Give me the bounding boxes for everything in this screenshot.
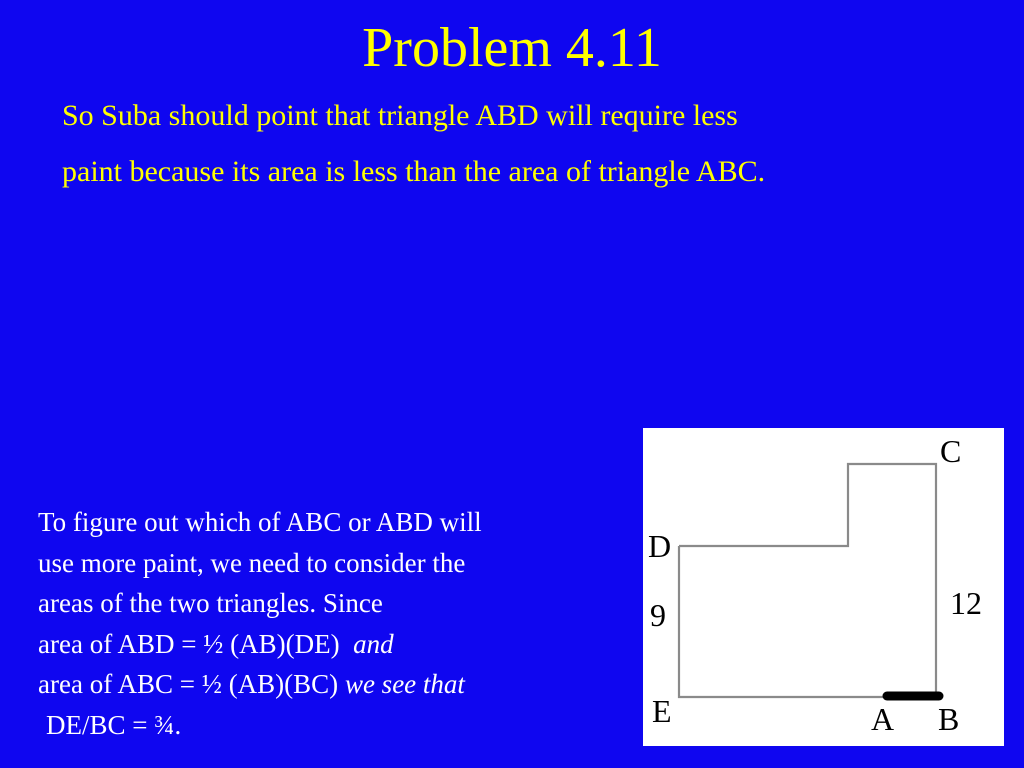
slide-title: Problem 4.11 (362, 17, 662, 79)
and-connector: and (353, 628, 394, 659)
explanation-line-4 (38, 624, 638, 665)
figure-outline (679, 464, 936, 697)
figure-diagram (643, 428, 1004, 746)
label-de-length: 9 (650, 597, 666, 633)
explanation-line-1: To figure out which of ABC or ABD will (38, 507, 482, 537)
area-abd-formula: area of ABD = ½ (AB)(DE) (38, 628, 340, 659)
explanation-line-6: DE/BC = ¾. (46, 709, 182, 740)
explanation-line-5 (38, 664, 638, 705)
explanation-line-3: areas of the two triangles. Since (38, 588, 383, 618)
conclusion-line-2: paint because its area is less than the area of triangle ABC. (62, 155, 766, 188)
label-bc-length: 12 (950, 585, 982, 621)
area-abc-formula: area of ABC = ½ (AB)(BC) (38, 669, 339, 699)
explanation-line-2: use more paint, we need to consider the (38, 547, 466, 578)
we-see-that-connector: we see that (344, 669, 465, 699)
explanation-text (38, 502, 638, 745)
conclusion-text (62, 88, 982, 200)
geometry-figure (643, 428, 1004, 746)
label-d: D (648, 528, 672, 564)
label-b: B (938, 701, 960, 737)
label-c: C (940, 433, 962, 469)
label-e: E (652, 693, 672, 729)
conclusion-line-1: So Suba should point that triangle ABD will require less (62, 99, 738, 132)
label-a: A (871, 701, 895, 737)
